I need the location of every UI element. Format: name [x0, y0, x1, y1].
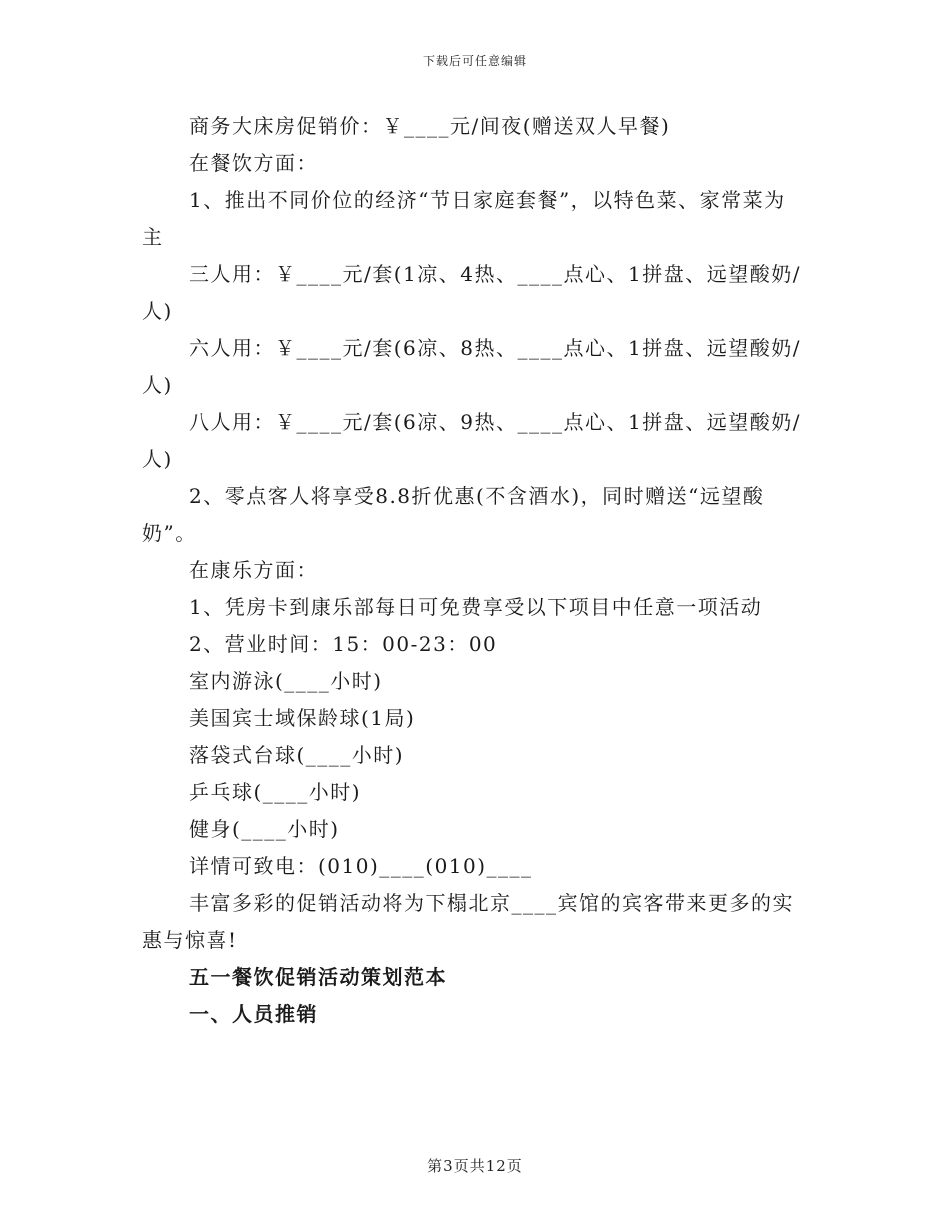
paragraph-line: 乒乓球(____小时) — [189, 780, 362, 804]
paragraph-line: 惠与惊喜! — [142, 928, 238, 952]
paragraph-line: 三人用：￥____元/套(1凉、4热、____点心、1拼盘、远望酸奶/ — [189, 262, 801, 286]
paragraph-line: 人) — [142, 299, 173, 323]
paragraph-line: 丰富多彩的促销活动将为下榻北京____宾馆的宾客带来更多的实 — [189, 891, 794, 915]
page-number-footer: 第3页共12页 — [427, 1157, 523, 1175]
paragraph-line: 详情可致电：(010)____(010)____ — [189, 854, 533, 878]
section-heading: 一、人员推销 — [189, 1002, 318, 1026]
paragraph-line: 室内游泳(____小时) — [189, 669, 383, 693]
document-body — [142, 108, 810, 1033]
paragraph-line: 健身(____小时) — [189, 817, 340, 841]
paragraph-line: 在餐饮方面： — [189, 151, 318, 175]
paragraph-line: 人) — [142, 447, 173, 471]
paragraph-line: 落袋式台球(____小时) — [189, 743, 405, 767]
page-header-note: 下载后可任意编辑 — [422, 54, 527, 68]
paragraph-line: 2、零点客人将享受8.8折优惠(不含酒水)，同时赠送“远望酸 — [189, 484, 765, 508]
paragraph-line: 六人用：￥____元/套(6凉、8热、____点心、1拼盘、远望酸奶/ — [189, 336, 801, 360]
section-heading: 五一餐饮促销活动策划范本 — [189, 965, 447, 989]
paragraph-line: 在康乐方面： — [189, 558, 318, 582]
paragraph-line: 人) — [142, 373, 173, 397]
paragraph-line: 美国宾士域保龄球(1局) — [189, 706, 416, 730]
paragraph-line: 1、推出不同价位的经济“节日家庭套餐”，以特色菜、家常菜为 — [189, 188, 786, 212]
paragraph-line: 八人用：￥____元/套(6凉、9热、____点心、1拼盘、远望酸奶/ — [189, 410, 801, 434]
paragraph-line: 主 — [142, 225, 164, 249]
paragraph-line: 2、营业时间：15：00-23：00 — [189, 632, 498, 656]
paragraph-line: 商务大床房促销价：￥____元/间夜(赠送双人早餐) — [189, 114, 671, 138]
paragraph-line: 1、凭房卡到康乐部每日可免费享受以下项目中任意一项活动 — [189, 595, 763, 619]
paragraph-line: 奶”。 — [142, 521, 197, 545]
